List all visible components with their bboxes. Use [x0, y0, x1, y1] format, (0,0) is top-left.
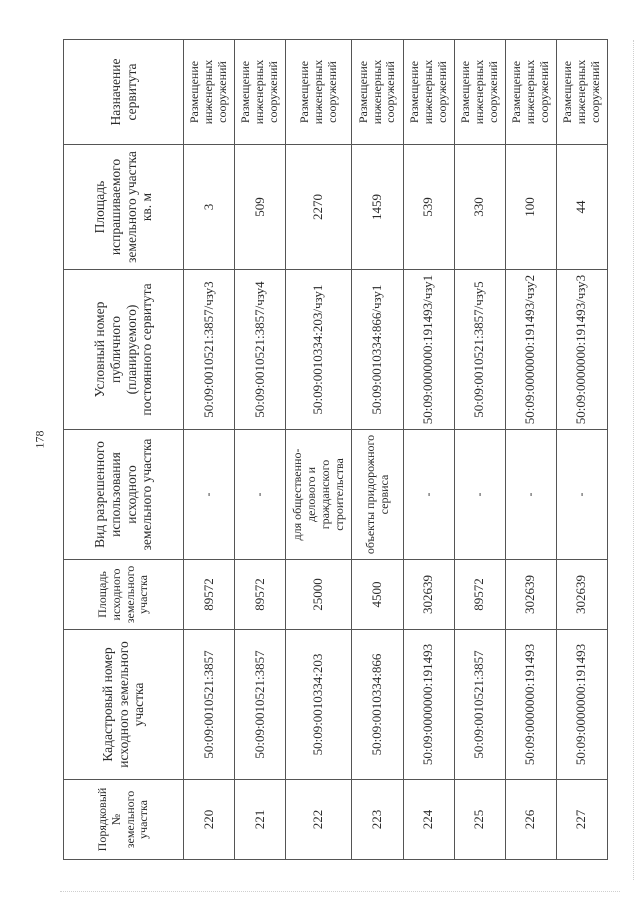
table-row	[556, 40, 607, 860]
cell-permitted-use: -	[184, 430, 235, 560]
cell-plot-number: 223	[352, 780, 403, 860]
table-body	[184, 40, 608, 860]
cell-source-area: 89572	[184, 560, 235, 630]
rotated-table-wrapper	[63, 40, 608, 860]
cell-cadastral-number: 50:09:0010334:866	[352, 630, 403, 780]
cell-cadastral-number: 50:09:0000000:191493	[556, 630, 607, 780]
cell-servitude-purpose: Размещение инженерных сооружений	[505, 40, 556, 145]
cell-plot-number: 222	[286, 780, 352, 860]
header-plot-number: Порядковый № земельного участка	[64, 780, 184, 860]
cell-servitude-purpose: Размещение инженерных сооружений	[403, 40, 454, 145]
cell-plot-number: 220	[184, 780, 235, 860]
cell-source-area: 302639	[403, 560, 454, 630]
cell-cadastral-number: 50:09:0010334:203	[286, 630, 352, 780]
table-row	[403, 40, 454, 860]
cell-servitude-purpose: Размещение инженерных сооружений	[352, 40, 403, 145]
cell-servitude-number: 50:09:0000000:191493/чзу2	[505, 270, 556, 430]
cell-plot-number: 226	[505, 780, 556, 860]
cell-requested-area: 44	[556, 145, 607, 270]
cell-permitted-use: объекты придорожного сервиса	[352, 430, 403, 560]
cell-requested-area: 3	[184, 145, 235, 270]
table-row	[235, 40, 286, 860]
table-row	[286, 40, 352, 860]
table-row	[352, 40, 403, 860]
cell-servitude-number: 50:09:0010521:3857/чзу4	[235, 270, 286, 430]
cell-permitted-use: для общественно-делового и гражданского строительства	[286, 430, 352, 560]
cell-cadastral-number: 50:09:0010521:3857	[454, 630, 505, 780]
table-header-row	[64, 40, 184, 860]
cell-plot-number: 225	[454, 780, 505, 860]
table-row	[454, 40, 505, 860]
header-permitted-use: Вид разрешенного использования исходного земельного участка	[64, 430, 184, 560]
header-cadastral-number: Кадастровый номер исходного земельного участка	[64, 630, 184, 780]
cell-source-area: 89572	[454, 560, 505, 630]
cell-source-area: 302639	[505, 560, 556, 630]
cell-permitted-use: -	[235, 430, 286, 560]
header-requested-area: Площадь испрашиваемого земельного участка кв. м	[64, 145, 184, 270]
cell-source-area: 4500	[352, 560, 403, 630]
page-bottom-line	[60, 891, 620, 893]
cell-cadastral-number: 50:09:0000000:191493	[403, 630, 454, 780]
cell-permitted-use: -	[556, 430, 607, 560]
cell-servitude-purpose: Размещение инженерных сооружений	[184, 40, 235, 145]
cell-requested-area: 330	[454, 145, 505, 270]
header-servitude-number: Условный номер публичного (планируемого) постоянного сервитута	[64, 270, 184, 430]
cell-plot-number: 221	[235, 780, 286, 860]
cell-requested-area: 509	[235, 145, 286, 270]
cell-permitted-use: -	[454, 430, 505, 560]
cell-servitude-purpose: Размещение инженерных сооружений	[454, 40, 505, 145]
cell-servitude-number: 50:09:0010521:3857/чзу3	[184, 270, 235, 430]
cell-plot-number: 227	[556, 780, 607, 860]
cell-permitted-use: -	[403, 430, 454, 560]
cell-requested-area: 2270	[286, 145, 352, 270]
cell-requested-area: 100	[505, 145, 556, 270]
cell-requested-area: 539	[403, 145, 454, 270]
cell-servitude-number: 50:09:0000000:191493/чзу1	[403, 270, 454, 430]
cell-servitude-purpose: Размещение инженерных сооружений	[286, 40, 352, 145]
cell-cadastral-number: 50:09:0000000:191493	[505, 630, 556, 780]
cell-plot-number: 224	[403, 780, 454, 860]
cell-servitude-number: 50:09:0010334:203/чзу1	[286, 270, 352, 430]
cell-servitude-purpose: Размещение инженерных сооружений	[556, 40, 607, 145]
cell-servitude-number: 50:09:0000000:191493/чзу3	[556, 270, 607, 430]
cell-source-area: 25000	[286, 560, 352, 630]
cell-cadastral-number: 50:09:0010521:3857	[184, 630, 235, 780]
page-edge-line	[632, 40, 634, 880]
cell-requested-area: 1459	[352, 145, 403, 270]
cell-source-area: 302639	[556, 560, 607, 630]
table-row	[505, 40, 556, 860]
cell-cadastral-number: 50:09:0010521:3857	[235, 630, 286, 780]
header-servitude-purpose: Назначение сервитута	[64, 40, 184, 145]
page-number: 178	[32, 430, 47, 449]
cell-servitude-number: 50:09:0010334:866/чзу1	[352, 270, 403, 430]
table-row	[184, 40, 235, 860]
servitude-table	[63, 39, 608, 860]
header-source-area: Площадь исходного земельного участка	[64, 560, 184, 630]
cell-source-area: 89572	[235, 560, 286, 630]
cell-servitude-number: 50:09:0010521:3857/чзу5	[454, 270, 505, 430]
cell-servitude-purpose: Размещение инженерных сооружений	[235, 40, 286, 145]
cell-permitted-use: -	[505, 430, 556, 560]
